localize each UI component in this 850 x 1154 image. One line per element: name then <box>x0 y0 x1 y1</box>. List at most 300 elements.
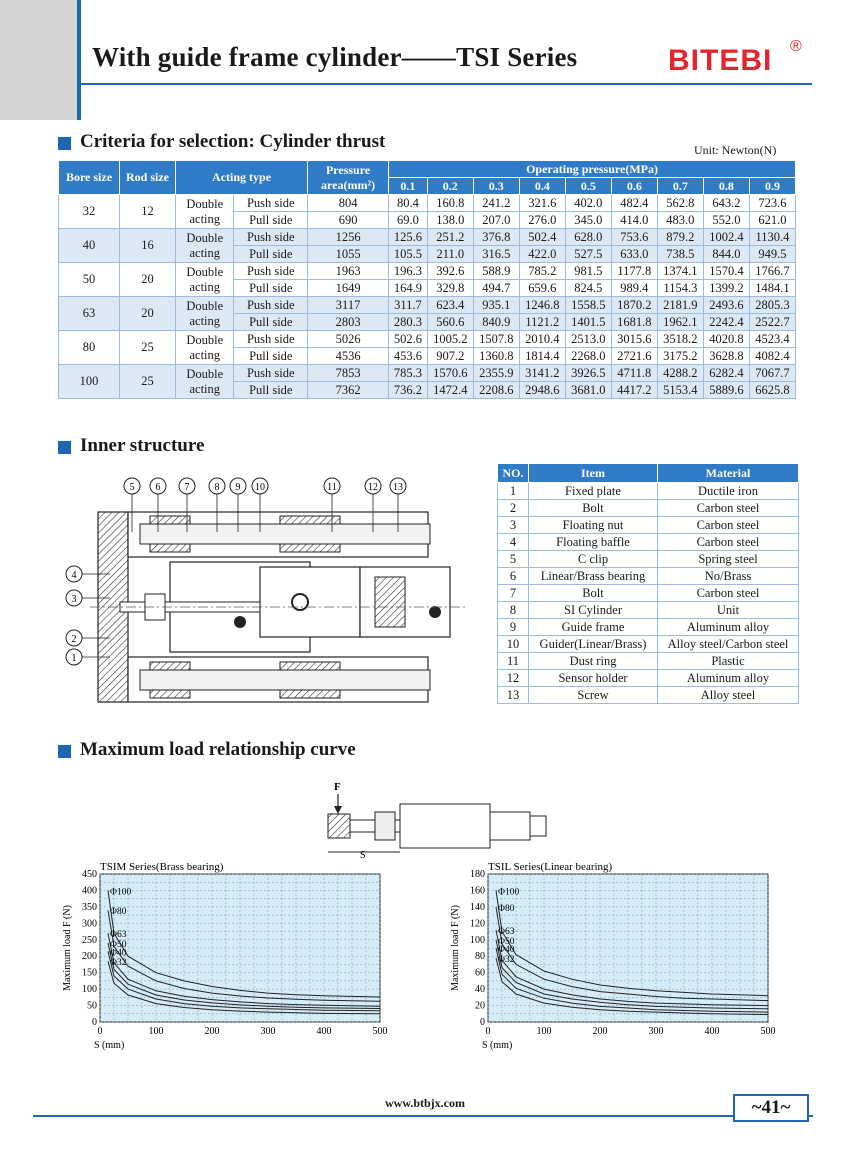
series-label: Φ63 <box>498 926 515 937</box>
y-tick-label: 50 <box>87 1000 97 1012</box>
table-row <box>59 331 796 348</box>
part-item-cell: Linear/Brass bearing <box>529 568 658 585</box>
load-diagram <box>320 776 560 860</box>
col-material: Material <box>658 464 799 483</box>
y-tick-label: 80 <box>475 951 485 963</box>
thrust-value-cell: 1121.2 <box>519 314 565 331</box>
part-material-cell: Aluminum alloy <box>658 670 799 687</box>
chart-tsil <box>446 856 776 1056</box>
parts-table <box>497 463 799 704</box>
table-row <box>498 653 799 670</box>
thrust-value-cell: 376.8 <box>473 229 519 246</box>
col-acting: Acting type <box>176 161 308 195</box>
thrust-value-cell: 311.7 <box>389 297 428 314</box>
col-pressure: 0.6 <box>611 178 657 195</box>
thrust-value-cell: 1570.6 <box>427 365 473 382</box>
rod-cell: 16 <box>120 229 176 263</box>
section-title-structure: Inner structure <box>80 435 205 456</box>
y-tick-label: 100 <box>82 984 97 996</box>
thrust-value-cell: 1472.4 <box>427 382 473 399</box>
part-item-cell: Guide frame <box>529 619 658 636</box>
side-cell: Push side <box>234 297 308 314</box>
thrust-value-cell: 3015.6 <box>611 331 657 348</box>
part-material-cell: Carbon steel <box>658 585 799 602</box>
acting-line2: acting <box>189 245 221 260</box>
side-cell: Pull side <box>234 314 308 331</box>
acting-line2: acting <box>189 279 221 294</box>
side-cell: Pull side <box>234 246 308 263</box>
thrust-value-cell: 207.0 <box>473 212 519 229</box>
thrust-value-cell: 4288.2 <box>657 365 703 382</box>
thrust-value-cell: 1154.3 <box>657 280 703 297</box>
bearing-shape <box>150 690 190 698</box>
side-cell: Push side <box>234 195 308 212</box>
area-cell: 7853 <box>308 365 389 382</box>
thrust-value-cell: 211.0 <box>427 246 473 263</box>
part-material-cell: Carbon steel <box>658 534 799 551</box>
thrust-value-cell: 1962.1 <box>657 314 703 331</box>
col-no: NO. <box>498 464 529 483</box>
thrust-value-cell: 1681.8 <box>611 314 657 331</box>
thrust-value-cell: 824.5 <box>565 280 611 297</box>
y-axis-label: Maximum load F (N) <box>450 905 461 991</box>
thrust-value-cell: 785.2 <box>519 263 565 280</box>
diagram-cap <box>530 816 546 836</box>
part-no-cell: 8 <box>498 602 529 619</box>
thrust-value-cell: 621.0 <box>749 212 795 229</box>
thrust-value-cell: 3518.2 <box>657 331 703 348</box>
y-tick-label: 300 <box>82 918 97 930</box>
chart-title: TSIM Series(Brass bearing) <box>100 861 224 873</box>
part-item-cell: Bolt <box>529 585 658 602</box>
brand-logo: BITEBI <box>668 44 773 77</box>
x-tick-label: 100 <box>536 1026 552 1037</box>
thrust-value-cell: 483.0 <box>657 212 703 229</box>
series-label: Φ100 <box>498 887 520 898</box>
y-tick-label: 400 <box>82 885 97 897</box>
stroke-label: S <box>360 850 366 860</box>
y-tick-label: 200 <box>82 951 97 963</box>
col-area <box>308 161 389 195</box>
thrust-value-cell: 2208.6 <box>473 382 519 399</box>
acting-cell <box>176 365 234 399</box>
side-cell: Push side <box>234 365 308 382</box>
thrust-value-cell: 329.8 <box>427 280 473 297</box>
x-tick-label: 200 <box>592 1026 608 1037</box>
acting-line2: acting <box>189 313 221 328</box>
thrust-value-cell: 1814.4 <box>519 348 565 365</box>
thrust-value-cell: 502.4 <box>519 229 565 246</box>
thrust-value-cell: 879.2 <box>657 229 703 246</box>
force-arrow-head <box>334 806 342 814</box>
part-no-cell: 13 <box>498 687 529 704</box>
part-item-cell: Sensor holder <box>529 670 658 687</box>
part-material-cell: No/Brass <box>658 568 799 585</box>
y-tick-label: 120 <box>470 918 485 930</box>
part-no-cell: 9 <box>498 619 529 636</box>
thrust-value-cell: 6282.4 <box>703 365 749 382</box>
callout-number: 11 <box>327 482 337 493</box>
diagram-plate <box>328 814 350 838</box>
acting-cell <box>176 331 234 365</box>
x-tick-label: 300 <box>260 1026 276 1037</box>
thrust-value-cell: 2522.7 <box>749 314 795 331</box>
part-material-cell: Spring steel <box>658 551 799 568</box>
y-tick-label: 140 <box>470 901 485 913</box>
col-pressure: 0.2 <box>427 178 473 195</box>
thrust-value-cell: 105.5 <box>389 246 428 263</box>
thrust-value-cell: 981.5 <box>565 263 611 280</box>
acting-line1: Double <box>186 196 224 211</box>
thrust-value-cell: 164.9 <box>389 280 428 297</box>
page-number: ~41~ <box>733 1094 809 1122</box>
thrust-value-cell: 2268.0 <box>565 348 611 365</box>
y-tick-label: 0 <box>480 1017 485 1028</box>
header-grey-tab <box>0 0 77 120</box>
callout-number: 12 <box>368 482 378 493</box>
thrust-value-cell: 628.0 <box>565 229 611 246</box>
thrust-table <box>58 160 796 399</box>
thrust-value-cell: 3141.2 <box>519 365 565 382</box>
thrust-value-cell: 840.9 <box>473 314 519 331</box>
thrust-value-cell: 623.4 <box>427 297 473 314</box>
x-tick-label: 500 <box>372 1026 388 1037</box>
thrust-value-cell: 1002.4 <box>703 229 749 246</box>
thrust-value-cell: 3926.5 <box>565 365 611 382</box>
rod-cell: 25 <box>120 331 176 365</box>
bore-cell: 40 <box>59 229 120 263</box>
part-item-cell: Bolt <box>529 500 658 517</box>
thrust-value-cell: 1005.2 <box>427 331 473 348</box>
part-item-cell: Guider(Linear/Brass) <box>529 636 658 653</box>
part-material-cell: Alloy steel <box>658 687 799 704</box>
chart-tsim <box>58 856 388 1056</box>
bearing-shape <box>150 544 190 552</box>
area-cell: 690 <box>308 212 389 229</box>
series-label: Φ40 <box>498 945 515 955</box>
table-row <box>498 551 799 568</box>
thrust-value-cell: 2513.0 <box>565 331 611 348</box>
header-accent-rule <box>77 0 81 120</box>
footer-divider <box>33 1115 813 1117</box>
y-tick-label: 0 <box>92 1017 97 1028</box>
part-item-cell: Floating baffle <box>529 534 658 551</box>
side-cell: Push side <box>234 229 308 246</box>
guide-rod-bottom <box>140 670 430 690</box>
area-cell: 1649 <box>308 280 389 297</box>
acting-cell <box>176 229 234 263</box>
area-cell: 4536 <box>308 348 389 365</box>
thrust-value-cell: 482.4 <box>611 195 657 212</box>
thrust-value-cell: 251.2 <box>427 229 473 246</box>
x-tick-label: 500 <box>760 1026 776 1037</box>
thrust-value-cell: 4711.8 <box>611 365 657 382</box>
bore-cell: 50 <box>59 263 120 297</box>
callout-number: 3 <box>71 594 77 605</box>
thrust-value-cell: 588.9 <box>473 263 519 280</box>
table-row <box>498 687 799 704</box>
unit-label: Unit: Newton(N) <box>694 143 777 157</box>
y-tick-label: 250 <box>82 934 97 946</box>
bearing-shape <box>150 662 190 670</box>
acting-cell <box>176 297 234 331</box>
thrust-value-cell: 392.6 <box>427 263 473 280</box>
thrust-value-cell: 989.4 <box>611 280 657 297</box>
thrust-value-cell: 1246.8 <box>519 297 565 314</box>
thrust-value-cell: 935.1 <box>473 297 519 314</box>
table-row <box>498 568 799 585</box>
sensor-holder-shape <box>375 577 405 627</box>
thrust-value-cell: 494.7 <box>473 280 519 297</box>
thrust-value-cell: 4020.8 <box>703 331 749 348</box>
part-no-cell: 7 <box>498 585 529 602</box>
thrust-value-cell: 2355.9 <box>473 365 519 382</box>
thrust-value-cell: 907.2 <box>427 348 473 365</box>
series-label: Φ100 <box>110 887 132 898</box>
area-cell: 804 <box>308 195 389 212</box>
bearing-shape <box>280 662 340 670</box>
bearing-shape <box>280 544 340 552</box>
series-label: Φ32 <box>110 958 127 969</box>
thrust-value-cell: 1558.5 <box>565 297 611 314</box>
part-no-cell: 2 <box>498 500 529 517</box>
thrust-value-cell: 1177.8 <box>611 263 657 280</box>
part-item-cell: C clip <box>529 551 658 568</box>
header-divider <box>77 83 812 85</box>
thrust-value-cell: 1374.1 <box>657 263 703 280</box>
col-item: Item <box>529 464 658 483</box>
series-label: Φ80 <box>498 903 515 914</box>
side-cell: Push side <box>234 263 308 280</box>
series-label: Φ32 <box>498 954 515 965</box>
callout-number: 9 <box>235 482 241 493</box>
table-row <box>498 483 799 500</box>
part-no-cell: 1 <box>498 483 529 500</box>
page-title: With guide frame cylinder——TSI Series <box>92 42 578 72</box>
thrust-value-cell: 402.0 <box>565 195 611 212</box>
thrust-value-cell: 2010.4 <box>519 331 565 348</box>
acting-line2: acting <box>189 211 221 226</box>
thrust-value-cell: 345.0 <box>565 212 611 229</box>
thrust-value-cell: 562.8 <box>657 195 703 212</box>
table-row <box>498 670 799 687</box>
y-tick-label: 60 <box>475 967 485 979</box>
col-pressure: 0.7 <box>657 178 703 195</box>
registered-mark: ® <box>790 38 802 55</box>
thrust-value-cell: 738.5 <box>657 246 703 263</box>
part-material-cell: Carbon steel <box>658 500 799 517</box>
thrust-value-cell: 4082.4 <box>749 348 795 365</box>
thrust-value-cell: 125.6 <box>389 229 428 246</box>
thrust-value-cell: 1399.2 <box>703 280 749 297</box>
part-no-cell: 12 <box>498 670 529 687</box>
y-tick-label: 160 <box>470 885 485 897</box>
footer-url: www.btbjx.com <box>385 1096 465 1110</box>
bearing-shape <box>280 516 340 524</box>
thrust-value-cell: 643.2 <box>703 195 749 212</box>
thrust-value-cell: 241.2 <box>473 195 519 212</box>
thrust-value-cell: 552.0 <box>703 212 749 229</box>
thrust-value-cell: 280.3 <box>389 314 428 331</box>
y-tick-label: 100 <box>470 934 485 946</box>
thrust-value-cell: 4417.2 <box>611 382 657 399</box>
rod-cell: 20 <box>120 297 176 331</box>
thrust-value-cell: 80.4 <box>389 195 428 212</box>
part-item-cell: Fixed plate <box>529 483 658 500</box>
table-row <box>59 365 796 382</box>
x-tick-label: 100 <box>148 1026 164 1037</box>
thrust-value-cell: 2721.6 <box>611 348 657 365</box>
thrust-value-cell: 659.6 <box>519 280 565 297</box>
thrust-value-cell: 5153.4 <box>657 382 703 399</box>
area-cell: 1256 <box>308 229 389 246</box>
thrust-value-cell: 69.0 <box>389 212 428 229</box>
y-tick-label: 180 <box>470 869 485 880</box>
thrust-value-cell: 276.0 <box>519 212 565 229</box>
acting-cell <box>176 195 234 229</box>
chart-title: TSIL Series(Linear bearing) <box>488 861 613 873</box>
col-pressure: 0.9 <box>749 178 795 195</box>
thrust-value-cell: 1401.5 <box>565 314 611 331</box>
thrust-value-cell: 414.0 <box>611 212 657 229</box>
callout-number: 7 <box>184 482 190 493</box>
y-axis-label: Maximum load F (N) <box>62 905 73 991</box>
thrust-value-cell: 844.0 <box>703 246 749 263</box>
thrust-value-cell: 4523.4 <box>749 331 795 348</box>
side-cell: Pull side <box>234 280 308 297</box>
section-title-load: Maximum load relationship curve <box>80 739 356 760</box>
part-item-cell: Floating nut <box>529 517 658 534</box>
table-row <box>59 229 796 246</box>
thrust-value-cell: 949.5 <box>749 246 795 263</box>
section-marker-icon <box>58 745 71 758</box>
area-cell: 1055 <box>308 246 389 263</box>
thrust-value-cell: 1507.8 <box>473 331 519 348</box>
table-row <box>498 602 799 619</box>
part-item-cell: Dust ring <box>529 653 658 670</box>
col-rod: Rod size <box>120 161 176 195</box>
col-area-line1: Pressure <box>325 162 371 177</box>
series-label: Φ63 <box>110 930 127 941</box>
x-tick-label: 200 <box>204 1026 220 1037</box>
section-title-thrust: Criteria for selection: Cylinder thrust <box>80 131 386 152</box>
thrust-value-cell: 160.8 <box>427 195 473 212</box>
rod-cell: 25 <box>120 365 176 399</box>
part-no-cell: 10 <box>498 636 529 653</box>
part-item-cell: Screw <box>529 687 658 704</box>
thrust-value-cell: 2242.4 <box>703 314 749 331</box>
y-tick-label: 450 <box>82 869 97 880</box>
thrust-value-cell: 502.6 <box>389 331 428 348</box>
thrust-value-cell: 560.6 <box>427 314 473 331</box>
bore-cell: 100 <box>59 365 120 399</box>
thrust-value-cell: 196.3 <box>389 263 428 280</box>
thrust-value-cell: 1570.4 <box>703 263 749 280</box>
thrust-value-cell: 7067.7 <box>749 365 795 382</box>
col-pressure: 0.3 <box>473 178 519 195</box>
thrust-value-cell: 138.0 <box>427 212 473 229</box>
part-no-cell: 5 <box>498 551 529 568</box>
area-cell: 1963 <box>308 263 389 280</box>
callout-number: 5 <box>129 482 135 493</box>
part-no-cell: 3 <box>498 517 529 534</box>
callout-number: 10 <box>255 482 265 493</box>
acting-line1: Double <box>186 366 224 381</box>
side-cell: Pull side <box>234 348 308 365</box>
diagram-end <box>490 812 530 840</box>
part-material-cell: Unit <box>658 602 799 619</box>
thrust-value-cell: 453.6 <box>389 348 428 365</box>
callout-number: 4 <box>71 570 77 581</box>
thrust-value-cell: 3175.2 <box>657 348 703 365</box>
section-marker-icon <box>58 441 71 454</box>
series-label: Φ50 <box>110 940 127 951</box>
col-operating: Operating pressure(MPa) <box>389 161 796 178</box>
diagram-body <box>400 804 490 848</box>
thrust-value-cell: 2181.9 <box>657 297 703 314</box>
bore-cell: 63 <box>59 297 120 331</box>
inner-structure-drawing <box>60 472 480 722</box>
callout-number: 8 <box>214 482 220 493</box>
area-cell: 7362 <box>308 382 389 399</box>
thrust-value-cell: 3681.0 <box>565 382 611 399</box>
thrust-value-cell: 1870.2 <box>611 297 657 314</box>
x-tick-label: 0 <box>485 1026 491 1037</box>
acting-cell <box>176 263 234 297</box>
acting-line1: Double <box>186 332 224 347</box>
callout-number: 2 <box>71 634 77 645</box>
thrust-value-cell: 1766.7 <box>749 263 795 280</box>
part-material-cell: Aluminum alloy <box>658 619 799 636</box>
table-row <box>498 517 799 534</box>
y-tick-label: 150 <box>82 967 97 979</box>
part-material-cell: Carbon steel <box>658 517 799 534</box>
thrust-value-cell: 2493.6 <box>703 297 749 314</box>
thrust-value-cell: 527.5 <box>565 246 611 263</box>
table-row <box>498 534 799 551</box>
thrust-value-cell: 736.2 <box>389 382 428 399</box>
col-pressure: 0.5 <box>565 178 611 195</box>
screw-circle <box>234 616 246 628</box>
part-material-cell: Alloy steel/Carbon steel <box>658 636 799 653</box>
side-cell: Pull side <box>234 382 308 399</box>
x-tick-label: 300 <box>648 1026 664 1037</box>
series-label: Φ50 <box>498 936 515 947</box>
x-tick-label: 400 <box>316 1026 332 1037</box>
thrust-value-cell: 2805.3 <box>749 297 795 314</box>
x-tick-label: 400 <box>704 1026 720 1037</box>
series-label: Φ40 <box>110 948 127 959</box>
series-label: Φ80 <box>110 907 127 918</box>
table-row <box>498 500 799 517</box>
acting-line1: Double <box>186 230 224 245</box>
section-marker-icon <box>58 137 71 150</box>
thrust-value-cell: 316.5 <box>473 246 519 263</box>
col-bore: Bore size <box>59 161 120 195</box>
part-material-cell: Ductile iron <box>658 483 799 500</box>
x-tick-label: 0 <box>97 1026 103 1037</box>
area-cell: 3117 <box>308 297 389 314</box>
y-tick-label: 350 <box>82 901 97 913</box>
col-pressure: 0.4 <box>519 178 565 195</box>
callout-number: 1 <box>71 653 77 664</box>
thrust-value-cell: 785.3 <box>389 365 428 382</box>
thrust-value-cell: 3628.8 <box>703 348 749 365</box>
thrust-value-cell: 6625.8 <box>749 382 795 399</box>
rod-cell: 20 <box>120 263 176 297</box>
table-row <box>59 297 796 314</box>
bore-cell: 80 <box>59 331 120 365</box>
